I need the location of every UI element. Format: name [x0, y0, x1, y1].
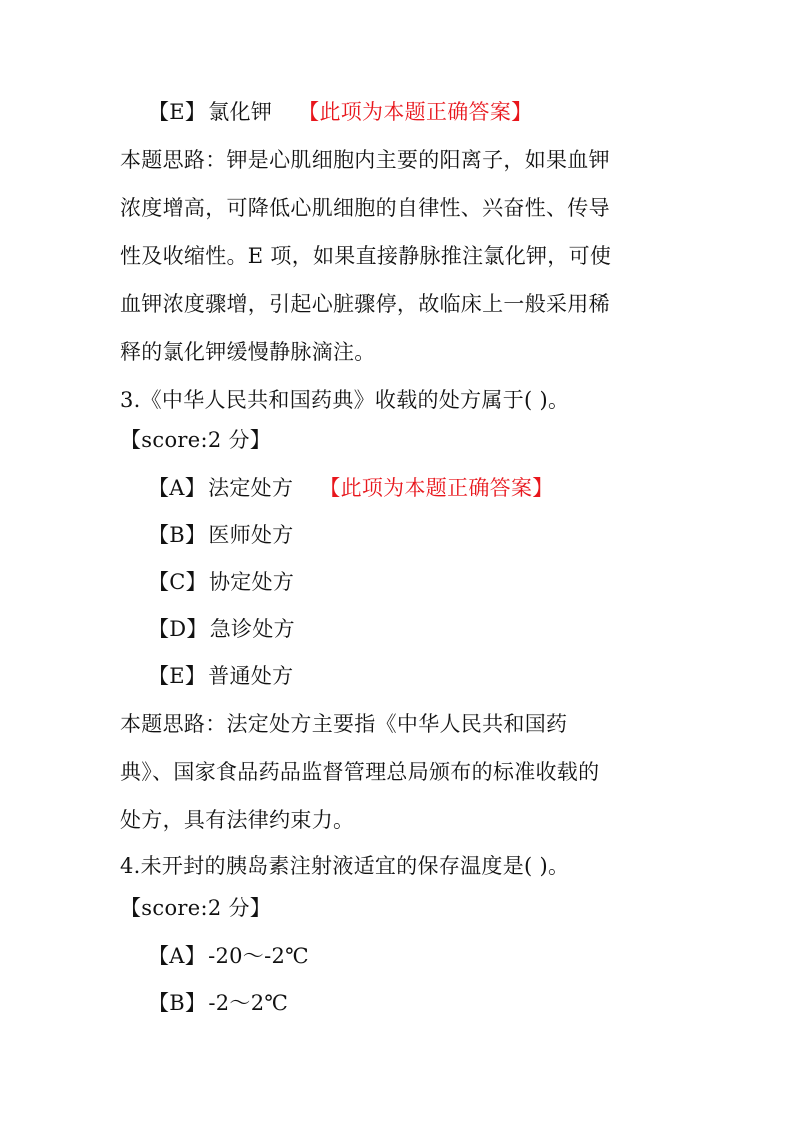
option-key: 【D】 [148, 617, 208, 641]
option-text: 急诊处方 [209, 617, 295, 641]
option-key: 【E】 [148, 664, 207, 688]
option-text: -2～2℃ [208, 991, 289, 1015]
option-text: 普通处方 [208, 664, 294, 688]
q4-score: 【score:2 分】 [120, 896, 272, 920]
q2-explanation-line-1: 本题思路：钾是心肌细胞内主要的阳离子，如果血钾 [120, 148, 610, 172]
option-text: 医师处方 [208, 523, 294, 547]
correct-answer-marker: 【此项为本题正确答案】 [319, 476, 554, 500]
q4-option-b [148, 989, 288, 1017]
option-key: 【B】 [148, 523, 207, 547]
q3-option-e [148, 662, 293, 690]
q3-score: 【score:2 分】 [120, 428, 272, 452]
q4-option-a [148, 942, 309, 970]
q3-explanation-line-3: 处方，具有法律约束力。 [120, 808, 355, 832]
q3-question: 3.《中华人民共和国药典》收载的处方属于( )。 [120, 388, 570, 412]
q3-option-d [148, 615, 295, 643]
q3-explanation-line-2: 典》、国家食品药品监督管理总局颁布的标准收载的 [120, 760, 600, 784]
q3-option-a [148, 474, 554, 502]
q2-option-e [148, 98, 532, 126]
option-key: 【C】 [148, 570, 207, 594]
q2-explanation-line-5: 释的氯化钾缓慢静脉滴注。 [120, 340, 376, 364]
q3-explanation-line-1: 本题思路：法定处方主要指《中华人民共和国药 [120, 712, 568, 736]
q4-question: 4.未开封的胰岛素注射液适宜的保存温度是( )。 [120, 854, 570, 878]
correct-answer-marker: 【此项为本题正确答案】 [298, 100, 533, 124]
option-key: 【E】 [148, 100, 207, 124]
q2-explanation-line-4: 血钾浓度骤增，引起心脏骤停，故临床上一般采用稀 [120, 292, 610, 316]
option-text: 协定处方 [208, 570, 295, 594]
option-key: 【B】 [148, 991, 207, 1015]
option-text: 法定处方 [208, 476, 294, 500]
q2-explanation-line-3: 性及收缩性。E 项，如果直接静脉推注氯化钾，可使 [120, 244, 612, 268]
option-text: 氯化钾 [208, 100, 273, 124]
option-key: 【A】 [148, 944, 207, 968]
q3-option-b [148, 521, 294, 549]
q2-explanation-line-2: 浓度增高，可降低心肌细胞的自律性、兴奋性、传导 [120, 196, 610, 220]
q3-option-c [148, 568, 294, 596]
option-text: -20～-2℃ [208, 944, 309, 968]
option-key: 【A】 [148, 476, 207, 500]
